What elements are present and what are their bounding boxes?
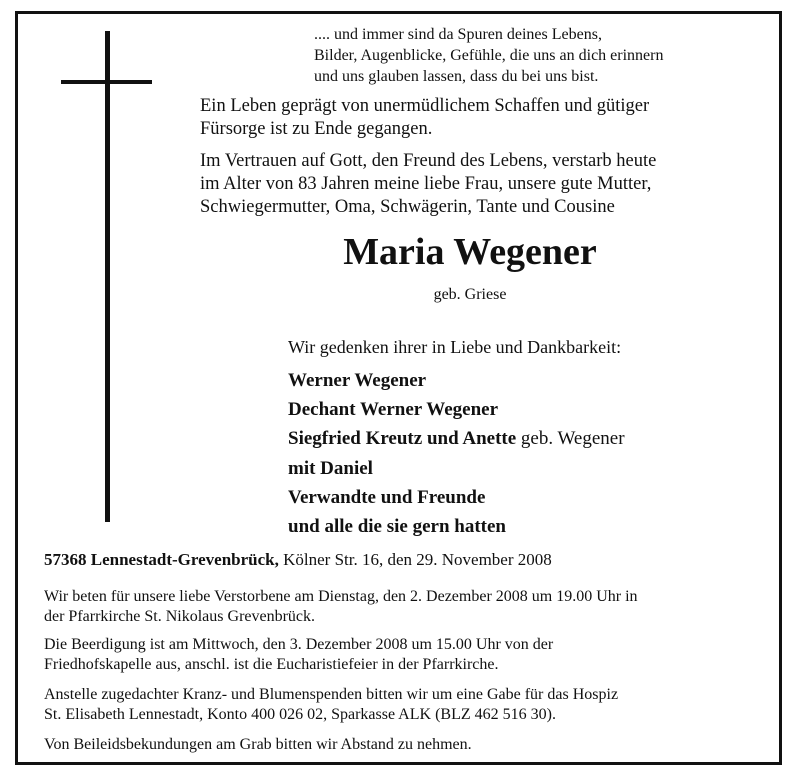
announcement-line: Schwiegermutter, Oma, Schwägerin, Tante und Cousine: [200, 197, 615, 217]
mourner-entry: Werner Wegener: [288, 370, 427, 391]
place: 57368 Lennestadt-Grevenbrück,: [44, 550, 279, 569]
intro-line: Fürsorge ist zu Ende gegangen.: [200, 119, 433, 139]
poem-line: und uns glauben lassen, dass du bei uns bist.: [314, 68, 599, 85]
intro-text: [200, 95, 649, 141]
mourners-list: [288, 366, 625, 541]
announcement-text: [200, 150, 656, 219]
notice-line: Die Beerdigung ist am Mittwoch, den 3. Dezember 2008 um 15.00 Uhr von der: [44, 636, 554, 653]
mourner-entry: mit Daniel: [288, 457, 373, 479]
mourner-entry: Dechant Werner Wegener: [288, 399, 499, 421]
place-date: [44, 550, 552, 570]
poem-line: Bilder, Augenblicke, Gefühle, die uns an dich erinnern: [314, 47, 664, 64]
poem: [314, 24, 663, 87]
notice-line: Von Beileidsbekundungen am Grab bitten wir Abstand zu nehmen.: [44, 736, 472, 753]
address-date: Kölner Str. 16, den 29. November 2008: [278, 550, 552, 569]
announcement-line: im Alter von 83 Jahren meine liebe Frau, unsere gute Mutter,: [200, 174, 652, 194]
mourner-entry: Verwandte und Freunde: [288, 486, 486, 508]
notice-line: der Pfarrkirche St. Nikolaus Grevenbrück.: [44, 608, 316, 625]
deceased-name: Maria Wegener: [343, 231, 597, 273]
remembrance-line: Wir gedenken ihrer in Liebe und Dankbarkeit:: [288, 337, 622, 357]
notice-line: Anstelle zugedachter Kranz- und Blumenspenden bitten wir um eine Gabe für das Hospiz: [44, 686, 619, 703]
poem-line: .... und immer sind da Spuren deines Lebens,: [314, 26, 602, 43]
donation-notice: [44, 685, 618, 725]
mourner-entry: und alle die sie gern hatten: [288, 516, 506, 538]
condolence-notice: [44, 735, 472, 755]
intro-line: Ein Leben geprägt von unermüdlichem Schaffen und gütiger: [200, 96, 650, 116]
notice-line: St. Elisabeth Lennestadt, Konto 400 026 02, Sparkasse ALK (BLZ 462 516 30).: [44, 706, 556, 723]
cross-icon-bar: [61, 80, 152, 84]
cross-icon: [105, 31, 110, 522]
prayer-notice: [44, 587, 638, 627]
maiden-name: geb. Griese: [433, 286, 507, 303]
mourner-entry: Siegfried Kreutz und Anette geb. Wegener: [288, 428, 625, 450]
notice-line: Friedhofskapelle aus, anschl. ist die Eucharistiefeier in der Pfarrkirche.: [44, 656, 499, 673]
notice-line: Wir beten für unsere liebe Verstorbene am Dienstag, den 2. Dezember 2008 um 19.00 Uhr in: [44, 588, 638, 605]
funeral-notice: [44, 635, 553, 675]
announcement-line: Im Vertrauen auf Gott, den Freund des Lebens, verstarb heute: [200, 151, 657, 171]
